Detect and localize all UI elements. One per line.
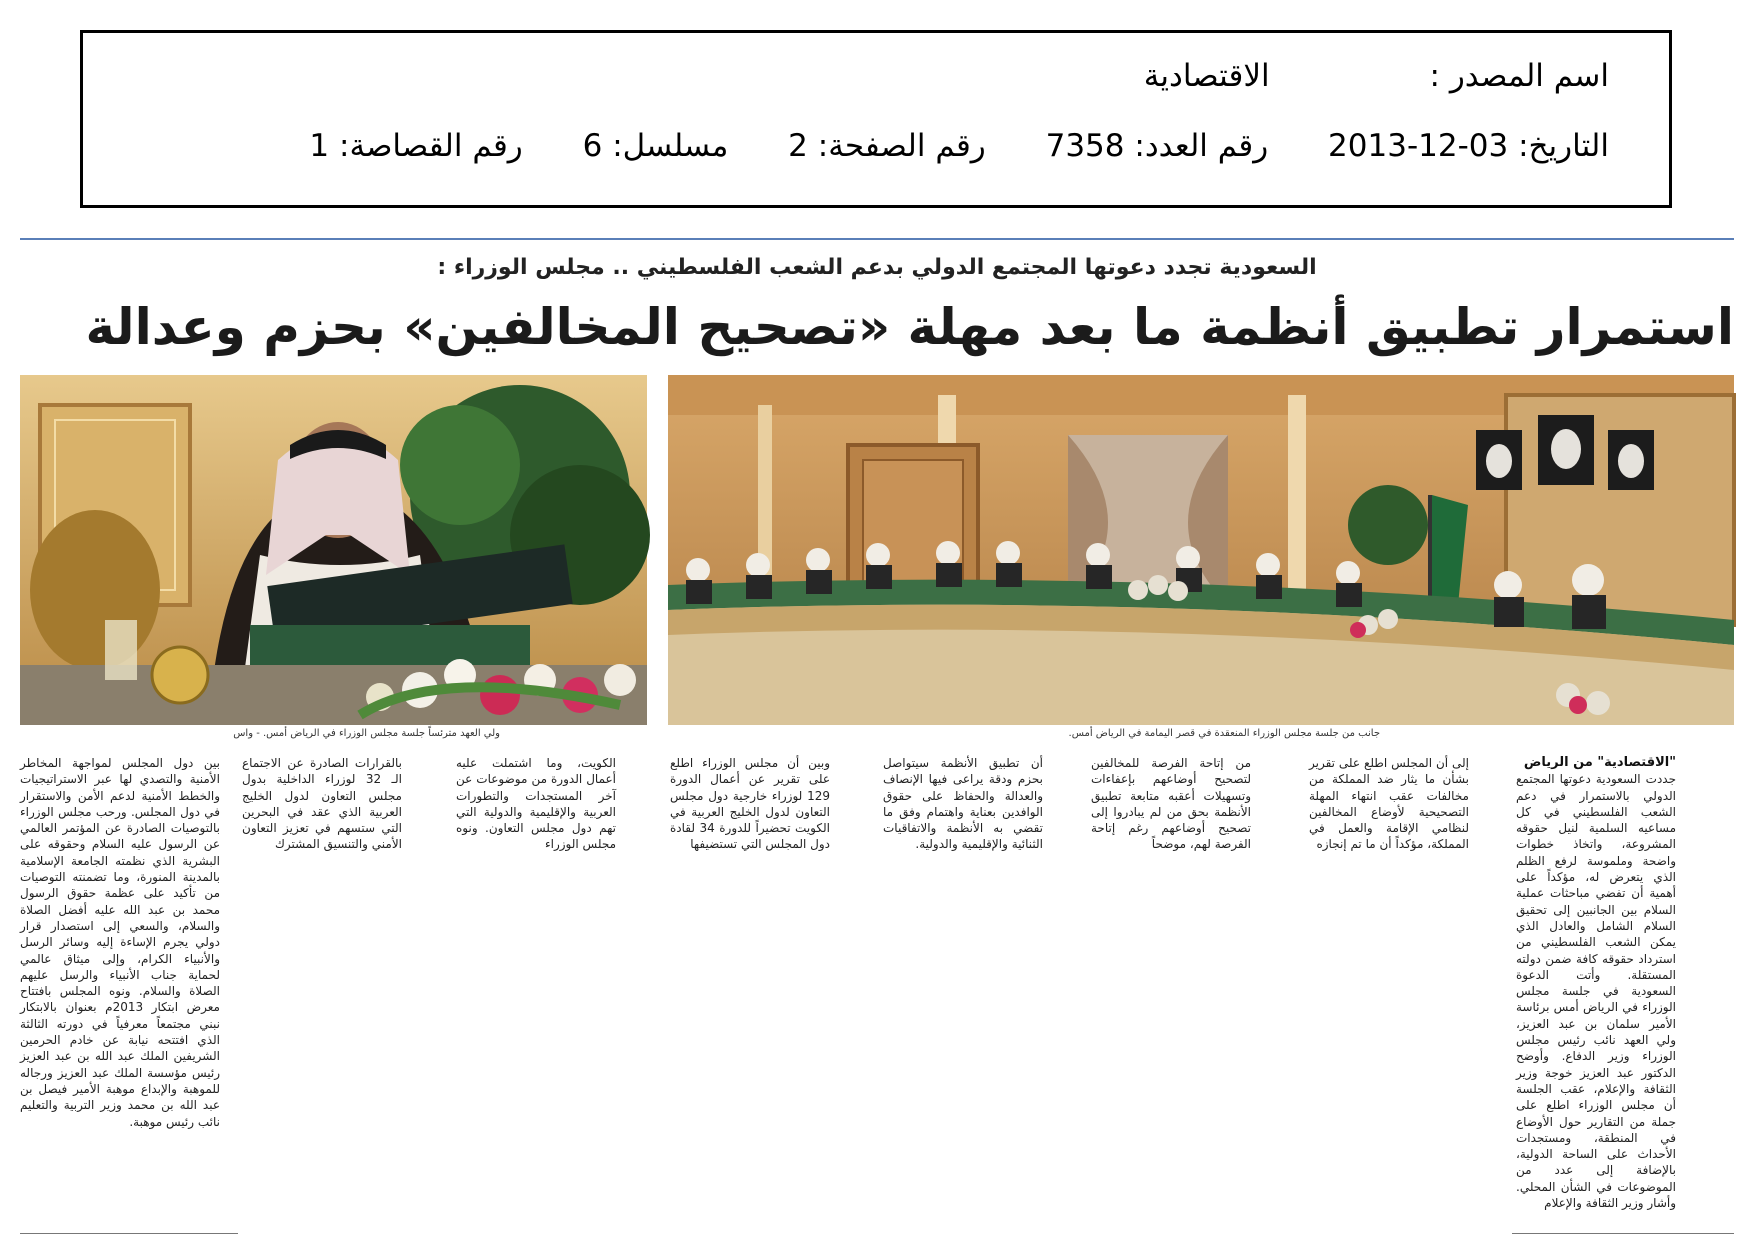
article-column-7: بالقرارات الصادرة عن الاجتماع الـ 32 لوزراء الداخلية بدول مجلس التعاون لدول الخليج العربية الذي عقد في البحرين التي ستسهم في تعزيز التعاون الأمني والتنسيق المشترك bbox=[242, 756, 402, 852]
article-column-5: وبين أن مجلس الوزراء اطلع على تقرير عن أعمال الدورة 129 لوزراء خارجية دول مجلس التعاون لدول الخليج العربية في الكويت تحضيراً للدورة 34 لقادة دول المجلس التي تستضيفها bbox=[670, 756, 830, 852]
serial-value: 6 bbox=[582, 128, 603, 164]
article-column-6: الكويت، وما اشتملت عليه أعمال الدورة من موضوعات عن آخر المستجدات والتطورات العربية والإقليمية والدولية التي تهم دول مجلس التعاون. ونوه مجلس الوزراء bbox=[456, 756, 616, 852]
date-value: 2013-12-03 bbox=[1328, 128, 1509, 164]
bottom-divider-right bbox=[1512, 1233, 1734, 1234]
page-label: رقم الصفحة: bbox=[817, 128, 986, 164]
article-column-1 bbox=[1516, 755, 1676, 1215]
article-column-3: من إتاحة الفرصة للمخالفين لتصحيح أوضاعهم بإعفاءات وتسهيلات أعقبه متابعة تطبيق الأنظمة بحق من لم يبادروا إلى تصحيح أوضاعهم رغم إتاحة الفرصة لهم، موضحاً bbox=[1091, 756, 1251, 852]
caption-right: جانب من جلسة مجلس الوزراء المنعقدة في قصر اليمامة في الرياض أمس. bbox=[1068, 728, 1380, 739]
article-column-1-text: جددت السعودية دعوتها المجتمع الدولي بالاستمرار في دعم الشعب الفلسطيني في كل مساعيه السلمية لنيل حقوقه المشروعة، واتخاذ خطوات واضحة وملموسة لرفع الظلم الذي يتعرض له، مؤكداً على أهمية أن تفضي مباحثات عملية السلام بين الجانبين إلى تحقيق السلام الشامل والعادل الذي يمكن الشعب الفلسطيني من استرداد حقوقه كافة ضمن دولته المستقلة. وأتت الدعوة السعودية في جلسة مجلس الوزراء في الرياض أمس برئاسة الأمير سلمان بن عبد العزيز، ولي العهد نائب رئيس مجلس الوزراء وزير الدفاع. وأوضح الدكتور عبد العزيز خوجة وزير الثقافة والإعلام، عقب الجلسة أن مجلس الوزراء اطلع على جملة من التقارير حول الأوضاع في المنطقة، ومستجدات الأحداث على الساحة الدولية، بالإضافة إلى عدد من الموضوعات في الشأن المحلي. وأشار وزير الثقافة والإعلام bbox=[1516, 772, 1676, 1211]
caption-left: ولي العهد مترئساً جلسة مجلس الوزراء في الرياض أمس. - واس bbox=[233, 728, 500, 739]
source-label: اسم المصدر : bbox=[1429, 58, 1609, 94]
date-label: التاريخ: bbox=[1518, 128, 1609, 164]
bottom-divider-left bbox=[20, 1233, 238, 1234]
clipping-metadata-box bbox=[80, 30, 1672, 208]
photo-cabinet-session bbox=[668, 375, 1734, 725]
clip-value: 1 bbox=[309, 128, 330, 164]
article-headline: استمرار تطبيق أنظمة ما بعد مهلة «تصحيح المخالفين» بحزم وعدالة bbox=[85, 298, 1734, 356]
source-line bbox=[1144, 58, 1609, 94]
clip-label: رقم القصاصة: bbox=[339, 128, 523, 164]
top-divider bbox=[20, 238, 1734, 240]
article-column-2: إلى أن المجلس اطلع على تقرير بشأن ما يثار ضد المملكة من مخالفات عقب انتهاء المهلة التصحيحية لأوضاع المخالفين لنظامي الإقامة والعمل في المملكة، مؤكداً أن ما تم إنجازه bbox=[1309, 756, 1469, 852]
article-column-4: أن تطبيق الأنظمة سيتواصل بحزم ودقة يراعى فيها الإنصاف والعدالة والحفاظ على حقوق الوافدين بعناية واهتمام وفق ما تقضي به الأنظمة والاتفاقيات الثنائية والإقليمية والدولية. bbox=[883, 756, 1043, 852]
article-column-8: بين دول المجلس لمواجهة المخاطر الأمنية والتصدي لها عبر الاستراتيجيات والخطط الأمنية لدعم الأمن والاستقرار في دول المجلس. ورحب مجلس الوزراء بالتوصيات الصادرة عن المؤتمر العالمي عن الرسول عليه السلام وحقوقه على البشرية الذي نظمته الجامعة الإسلامية بالمدينة المنورة، وما تضمنته التوصيات من تأكيد على عظمة حقوق الرسول محمد بن عبد الله عليه أفضل الصلاة والسلام، والسعي إلى استصدار قرار دولي يجرم الإساءة إليه وسائر الرسل والأنبياء الكرام، وإلى ميثاق عالمي لحماية جناب الأنبياء والرسل عليهم الصلاة والسلام. ونوه المجلس بافتتاح معرض ابتكار 2013م بعنوان بالابتكار نبني مجتمعاً معرفياً في دورته الثالثة الذي افتتحه نيابة عن خادم الحرمين الشريفين الملك عبد الله بن عبد العزيز رئيس مؤسسة الملك عبد العزيز ورجاله للموهبة والإبداع موهبة الأمير فيصل بن عبد الله بن محمد وزير التربية والتعليم نائب رئيس موهبة. bbox=[20, 756, 220, 1129]
article-kicker: السعودية تجدد دعوتها المجتمع الدولي بدعم الشعب الفلسطيني .. مجلس الوزراء : bbox=[437, 255, 1317, 280]
page-value: 2 bbox=[788, 128, 808, 164]
photo-crown-prince bbox=[20, 375, 647, 725]
article-byline: "الاقتصادية" من الرياض bbox=[1523, 755, 1676, 770]
serial-label: مسلسل: bbox=[612, 128, 729, 164]
source-value: الاقتصادية bbox=[1143, 58, 1270, 94]
issue-label: رقم العدد: bbox=[1134, 128, 1269, 164]
issue-value: 7358 bbox=[1045, 128, 1125, 164]
issue-info-line bbox=[309, 128, 1609, 164]
